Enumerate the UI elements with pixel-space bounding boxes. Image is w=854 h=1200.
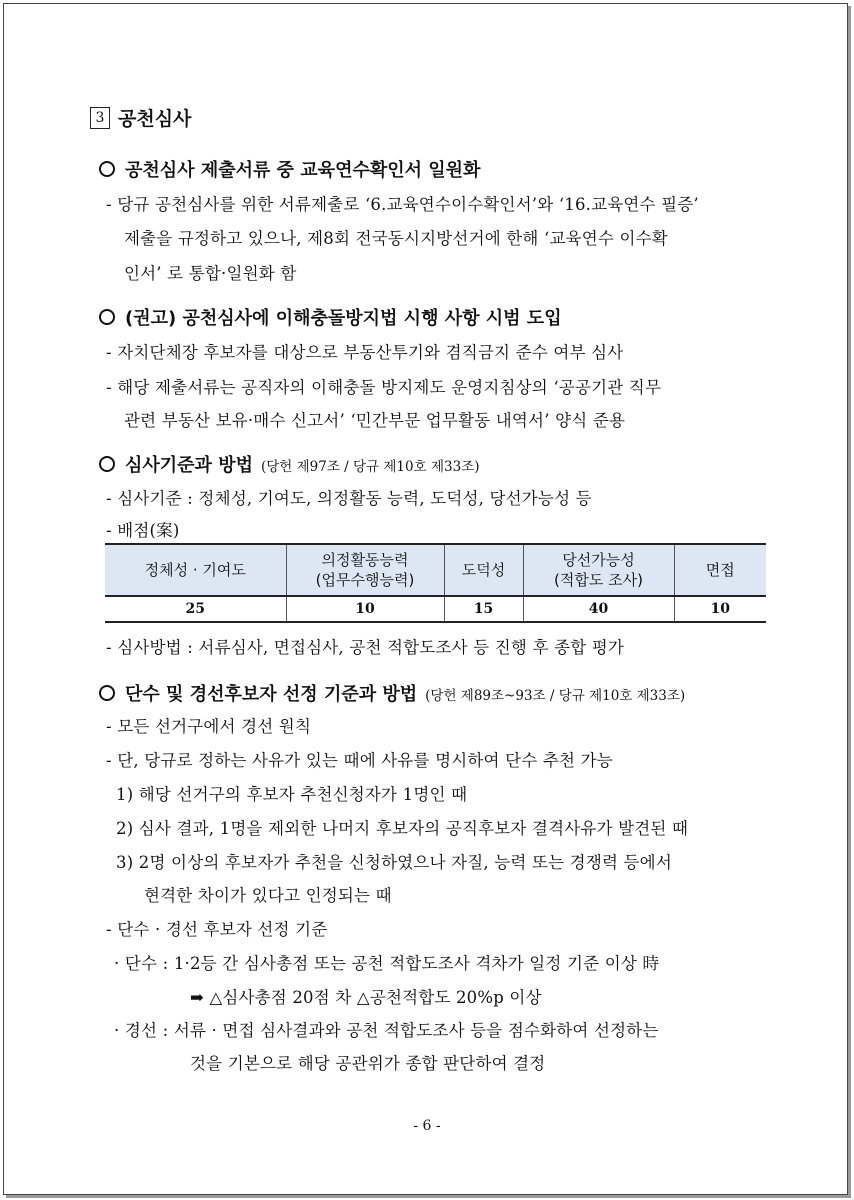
score-table-value-row xyxy=(105,596,766,622)
s2-line-1: - 자치단체장 후보자를 대상으로 부동산투기와 겸직금지 준수 여부 심사 xyxy=(106,343,624,362)
heading-2 xyxy=(99,304,562,330)
s2-line-3: 관련 부동산 보유·매수 신고서’ ‘민간부문 업무활동 내역서’ 양식 준용 xyxy=(124,411,626,430)
section-title xyxy=(90,104,191,131)
heading-4 xyxy=(99,680,685,706)
heading-1 xyxy=(99,156,480,182)
table-header-cell: 당선가능성 (적합도 조사) xyxy=(523,544,674,596)
circle-bullet-icon xyxy=(99,685,115,701)
heading-2-text: (권고) 공천심사에 이해충돌방지법 시행 사항 시범 도입 xyxy=(125,308,562,329)
table-header-cell: 면접 xyxy=(674,544,766,596)
circle-bullet-icon xyxy=(99,309,115,325)
table-header-cell: 도덕성 xyxy=(444,544,523,596)
table-header-cell: 의정활동능력 (업무수행능력) xyxy=(286,544,444,596)
score-table-header-row xyxy=(105,544,766,596)
s2-line-2: - 해당 제출서류는 공직자의 이해충돌 방지제도 운영지침상의 ‘공공기관 직무 xyxy=(106,378,662,397)
s4-line-2: - 단, 당규로 정하는 사유가 있는 때에 사유를 명시하여 단수 추천 가능 xyxy=(106,751,613,770)
table-cell: 10 xyxy=(286,596,444,622)
heading-4-note: (당헌 제89조~93조 / 당규 제10호 제33조) xyxy=(425,688,686,704)
s1-line-2: 제출을 규정하고 있으나, 제8회 전국동시지방선거에 한해 ‘교육연수 이수확 xyxy=(124,229,668,248)
method-line: - 심사방법 : 서류심사, 면접심사, 공천 적합도조사 등 진행 후 종합 평가 xyxy=(106,638,625,657)
s4-item-3: 3) 2명 이상의 후보자가 추천을 신청하였으나 자질, 능력 또는 경쟁력 등에서 xyxy=(116,853,672,872)
s4-item-2: 2) 심사 결과, 1명을 제외한 나머지 후보자의 공직후보자 결격사유가 발견된 때 xyxy=(116,819,689,838)
s4-line-criteria: - 단수 · 경선 후보자 선정 기준 xyxy=(106,920,328,939)
s4-primary-cont: 것을 기본으로 해당 공관위가 종합 판단하여 결정 xyxy=(190,1054,546,1073)
table-cell: 10 xyxy=(674,596,766,622)
table-cell: 15 xyxy=(444,596,523,622)
score-table xyxy=(105,543,766,623)
section-number: 3 xyxy=(90,107,110,129)
table-cell: 25 xyxy=(105,596,286,622)
heading-4-text: 단수 및 경선후보자 선정 기준과 방법 xyxy=(125,684,418,705)
s4-primary: · 경선 : 서류 · 면접 심사결과와 공천 적합도조사 등을 점수화하여 선정하는 xyxy=(114,1021,659,1040)
s4-item-1: 1) 해당 선거구의 후보자 추천신청자가 1명인 때 xyxy=(116,785,468,804)
table-cell: 40 xyxy=(523,596,674,622)
table-header-cell: 정체성 · 기여도 xyxy=(105,544,286,596)
heading-3-note: (당헌 제97조 / 당규 제10호 제33조) xyxy=(260,459,480,475)
page-number: - 6 - xyxy=(413,1118,441,1134)
s1-line-1: - 당규 공천심사를 위한 서류제출로 ‘6.교육연수이수확인서’와 ‘16.교육연수 필증’ xyxy=(106,195,699,214)
heading-3 xyxy=(99,451,479,477)
s4-single-detail: ➡ △심사총점 20점 차 △공천적합도 20%p 이상 xyxy=(190,988,542,1007)
score-label: - 배점(案) xyxy=(106,521,180,540)
circle-bullet-icon xyxy=(99,161,115,177)
s4-single: · 단수 : 1·2등 간 심사총점 또는 공천 적합도조사 격차가 일정 기준 이상 時 xyxy=(114,954,660,973)
s1-line-3: 인서’ 로 통합·일원화 함 xyxy=(124,264,297,283)
s4-line-1: - 모든 선거구에서 경선 원칙 xyxy=(106,717,312,736)
section-title-text: 공천심사 xyxy=(118,108,192,130)
s4-item-3-cont: 현격한 차이가 있다고 인정되는 때 xyxy=(144,886,392,905)
criteria-line: - 심사기준 : 정체성, 기여도, 의정활동 능력, 도덕성, 당선가능성 등 xyxy=(106,489,592,508)
heading-1-text: 공천심사 제출서류 중 교육연수확인서 일원화 xyxy=(125,160,481,181)
heading-3-text: 심사기준과 방법 xyxy=(125,455,253,476)
circle-bullet-icon xyxy=(99,456,115,472)
